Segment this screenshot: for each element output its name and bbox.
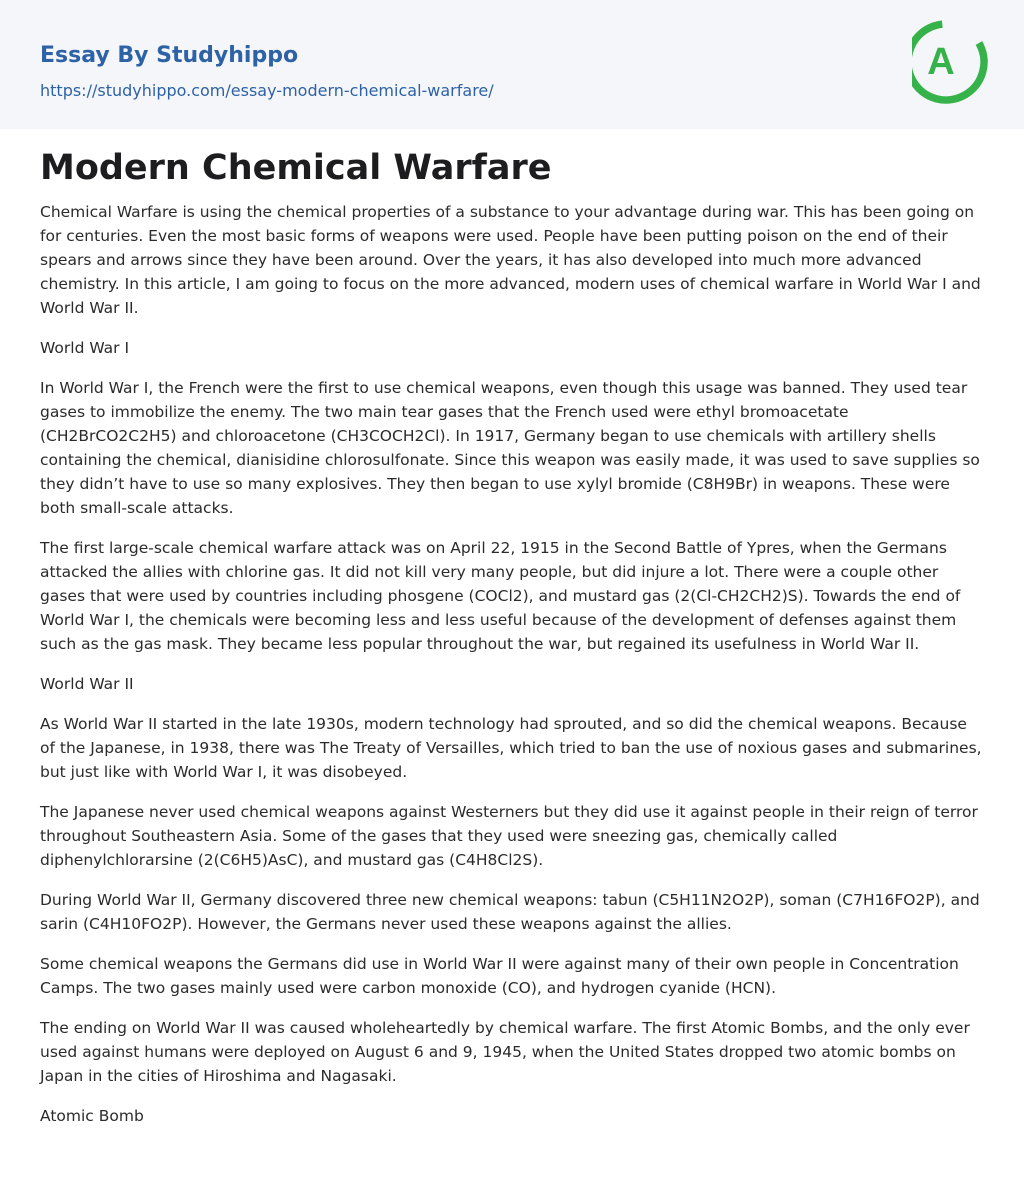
paragraph-ww2-camps: Some chemical weapons the Germans did use in World War II were against many of their own people in Concentration Camps. The two gases mainly used were carbon monoxide (CO), and hydrogen cyanide (HCN). bbox=[40, 955, 959, 997]
studyhippo-logo-icon[interactable] bbox=[912, 18, 988, 106]
paragraph-ww2-start: As World War II started in the late 1930s, modern technology had sprouted, and so did the chemical weapons. Because of the Japanese, in 1938, there was The Treaty of Versailles, which tried to ban the use of noxious gases and submarines, but just like with World War I, it was disobeyed. bbox=[40, 715, 982, 781]
site-brand[interactable]: Essay By Studyhippo bbox=[40, 43, 299, 68]
page-title: Modern Chemical Warfare bbox=[40, 148, 552, 188]
paragraph-ww2-germany-weapons: During World War II, Germany discovered three new chemical weapons: tabun (C5H11N2O2P), soman (C7H16FO2P), and sarin (C4H10FO2P). However, the Germans never used these weapons against the allies. bbox=[40, 891, 980, 933]
paragraph-ww1-french: In World War I, the French were the first to use chemical weapons, even though this usage was banned. They used tear gases to immobilize the enemy. The two main tear gases that the French used were ethyl bromoacetate (CH2BrCO2C2H5) and chloroacetone (CH3COCH2Cl). In 1917, Germany began to use chemicals with artillery shells containing the chemical, dianisidine chlorosulfonate. Since this weapon was easily made, it was used to save supplies so they didn’t have to use so many explosives. They then began to use xylyl bromide (C8H9Br) in weapons. These were both small-scale attacks. bbox=[40, 379, 980, 517]
source-url-link[interactable]: https://studyhippo.com/essay-modern-chemical-warfare/ bbox=[40, 81, 494, 100]
section-heading-atomic-bomb: Atomic Bomb bbox=[40, 1107, 144, 1125]
intro-paragraph: Chemical Warfare is using the chemical properties of a substance to your advantage during war. This has been going on for centuries. Even the most basic forms of weapons were used. People have been putting poison on the end of their spears and arrows since they have been around. Over the years, it has also developed into much more advanced chemistry. In this article, I am going to focus on the more advanced, modern uses of chemical warfare in World War I and World War II. bbox=[40, 203, 981, 317]
section-heading-ww1: World War I bbox=[40, 339, 130, 357]
paragraph-ww1-ypres: The first large-scale chemical warfare attack was on April 22, 1915 in the Second Battle of Ypres, when the Germans attacked the allies with chlorine gas. It did not kill very many people, but did injure a lot. There were a couple other gases that were used by countries including phosgene (COCl2), and mustard gas (2(Cl-CH2CH2)S). Towards the end of World War I, the chemicals were becoming less and less useful because of the development of defenses against them such as the gas mask. They became less popular throughout the war, but regained its usefulness in World War II. bbox=[40, 539, 961, 653]
paragraph-ww2-ending: The ending on World War II was caused wholeheartedly by chemical warfare. The first Atomic Bombs, and the only ever used against humans were deployed on August 6 and 9, 1945, when the United States dropped two atomic bombs on Japan in the cities of Hiroshima and Nagasaki. bbox=[40, 1019, 970, 1085]
article-content bbox=[0, 147, 1024, 1128]
page-header bbox=[0, 0, 1024, 129]
logo-letter: A bbox=[927, 41, 955, 83]
section-heading-ww2: World War II bbox=[40, 675, 134, 693]
paragraph-ww2-japanese: The Japanese never used chemical weapons against Westerners but they did use it against people in their reign of terror throughout Southeastern Asia. Some of the gases that they used were sneezing gas, chemically called diphenylchlorarsine (2(C6H5)AsC), and mustard gas (C4H8Cl2S). bbox=[40, 803, 978, 869]
